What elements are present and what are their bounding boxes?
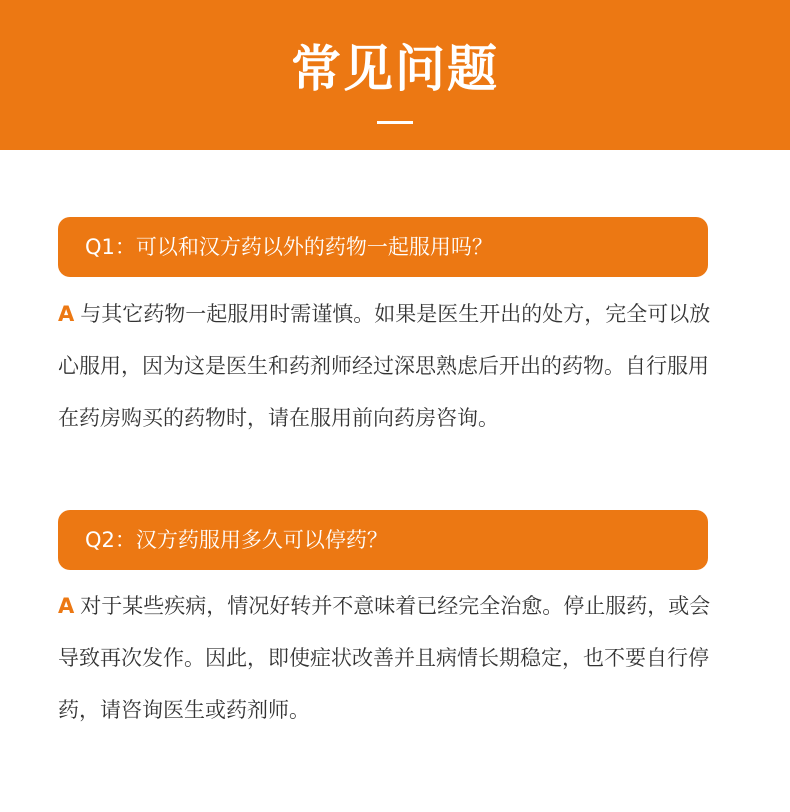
page-title: 常见问题	[291, 40, 499, 98]
answer-marker: A	[58, 594, 75, 618]
faq-question-2: Q2：汉方药服用多久可以停药？	[58, 510, 708, 570]
answer-marker: A	[58, 302, 75, 326]
faq-answer-2	[58, 580, 728, 736]
answer-text: 对于某些疾病，情况好转并不意味着已经完全治愈。停止服药，或会导致再次发作。因此，即使症状改善并且病情长期稳定，也不要自行停药，请咨询医生或药剂师。	[58, 594, 711, 722]
page-header	[0, 0, 790, 150]
answer-text: 与其它药物一起服用时需谨慎。如果是医生开出的处方，完全可以放心服用，因为这是医生和药剂师经过深思熟虑后开出的药物。自行服用在药房购买的药物时，请在服用前向药房咨询。	[58, 302, 711, 430]
faq-answer-1	[58, 288, 728, 444]
title-divider	[377, 121, 413, 124]
faq-question-1: Q1：可以和汉方药以外的药物一起服用吗？	[58, 217, 708, 277]
